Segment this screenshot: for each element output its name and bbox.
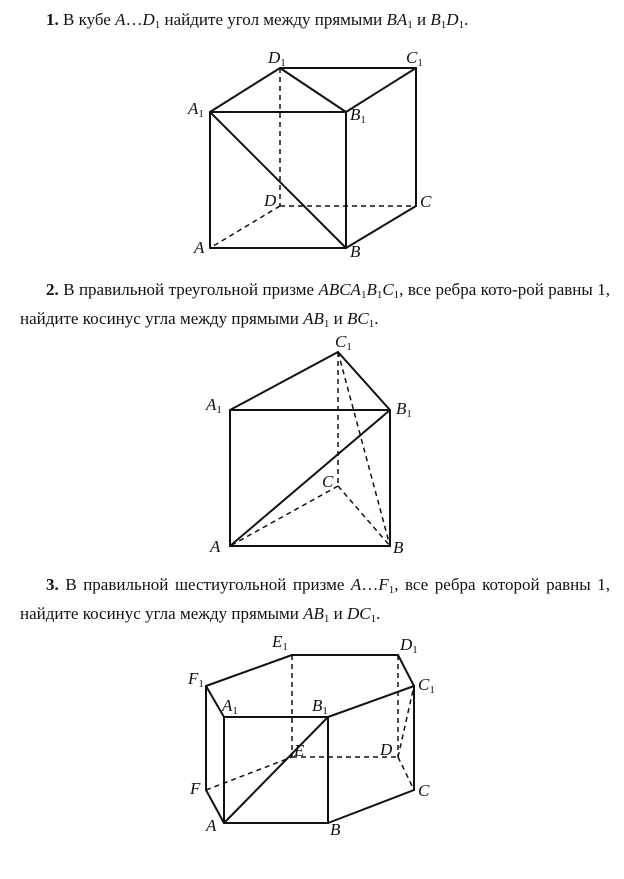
hex-top-edge bbox=[206, 655, 292, 686]
problem-3-vertex: A bbox=[350, 575, 362, 594]
label-B1: B1 bbox=[350, 105, 366, 126]
prism-diagonal-ab1 bbox=[230, 410, 390, 546]
label-C1: C1 bbox=[335, 332, 352, 353]
hex-hidden-diagonal-dc1 bbox=[398, 686, 414, 757]
problem-1-subscript: 1 bbox=[407, 19, 413, 31]
problem-2-prism-name: C bbox=[382, 280, 394, 299]
label-A1: A1 bbox=[188, 99, 204, 120]
problem-2-subscript: 1 bbox=[368, 318, 375, 330]
label-A1: A1 bbox=[206, 395, 222, 416]
problem-3-subscript: 1 bbox=[370, 613, 377, 625]
problem-2-number: 2. bbox=[46, 280, 59, 299]
triangular-prism-figure bbox=[205, 332, 412, 557]
hex-bottom-edge bbox=[328, 790, 414, 823]
label-E1: E1 bbox=[272, 632, 288, 653]
problem-3-subscript: 1 bbox=[323, 613, 330, 625]
problem-1-subscript: 1 bbox=[154, 19, 161, 31]
cube-figure bbox=[187, 48, 432, 261]
cube-edge bbox=[210, 68, 280, 112]
cube-diagonal-b1d1 bbox=[280, 68, 346, 112]
problem-3-text-part: В правильной шестиугольной призме bbox=[65, 575, 351, 594]
problem-1-line-name: BA bbox=[386, 10, 408, 29]
problem-2-subscript: 1 bbox=[376, 289, 383, 301]
problem-2-line-name: AB bbox=[303, 309, 324, 328]
problem-1-vertex: D bbox=[142, 10, 155, 29]
hexagonal-prism-figure bbox=[187, 632, 435, 839]
label-C: C bbox=[420, 192, 432, 211]
label-B1: B1 bbox=[312, 696, 328, 717]
label-C1: C1 bbox=[418, 675, 435, 696]
label-F: F bbox=[190, 779, 201, 798]
problem-3-text-part: . bbox=[376, 604, 381, 623]
problem-1-number: 1. bbox=[46, 10, 59, 29]
problem-2-line-name: BC bbox=[347, 309, 369, 328]
cube-hidden-edge bbox=[210, 206, 280, 248]
hex-top-edge bbox=[398, 655, 414, 686]
label-C1: C1 bbox=[406, 48, 423, 69]
problem-2-text-part: В правильной треугольной призме bbox=[63, 280, 319, 299]
label-B1: B1 bbox=[396, 399, 412, 420]
problem-1-ellipsis: … bbox=[125, 10, 143, 29]
label-A1: A1 bbox=[222, 696, 238, 717]
cube-diagonal-ba1 bbox=[210, 112, 346, 248]
prism-hidden-edge bbox=[230, 486, 338, 546]
problem-2-prism-name: B bbox=[366, 280, 377, 299]
hex-diagonal-ab1 bbox=[224, 717, 328, 823]
label-E: E bbox=[294, 741, 305, 760]
problem-3-ellipsis: … bbox=[361, 575, 379, 594]
problem-2-subscript: 1 bbox=[393, 289, 400, 301]
problem-1-text-part: В кубе bbox=[63, 10, 116, 29]
problem-1-text-part: и bbox=[412, 10, 431, 29]
problem-1-line-name: D bbox=[446, 10, 459, 29]
problem-2-text-part: , все ребра кото-рой равны 1, найдите косинус угла между прямыми bbox=[20, 280, 611, 328]
problem-1-subscript: 1 bbox=[440, 19, 447, 31]
label-D: D bbox=[380, 740, 393, 759]
label-C: C bbox=[322, 472, 334, 491]
label-C: C bbox=[418, 781, 430, 800]
label-A: A bbox=[194, 238, 205, 257]
label-B: B bbox=[393, 538, 404, 557]
problem-3-subscript: 1 bbox=[388, 584, 395, 596]
problem-1-text-part: найдите угол между прямыми bbox=[160, 10, 387, 29]
label-A: A bbox=[210, 537, 221, 556]
hex-hidden-edge bbox=[398, 757, 414, 790]
label-B: B bbox=[330, 820, 341, 839]
label-B: B bbox=[350, 242, 361, 261]
problem-2-subscript: 1 bbox=[323, 318, 330, 330]
prism-edge bbox=[230, 352, 338, 410]
label-F1: F1 bbox=[188, 669, 204, 690]
problem-2-text-part: и bbox=[329, 309, 347, 328]
problem-2-text-part: . bbox=[374, 309, 379, 328]
problem-2-subscript: 1 bbox=[360, 289, 367, 301]
hex-top-edge bbox=[328, 686, 414, 717]
problem-3-line-name: DC bbox=[347, 604, 371, 623]
label-D1: D1 bbox=[400, 635, 418, 656]
problem-3-text-part: и bbox=[329, 604, 347, 623]
problem-1-subscript: 1 bbox=[458, 19, 465, 31]
prism-hidden-edge bbox=[338, 486, 390, 546]
hex-hidden-edge bbox=[206, 757, 292, 790]
problem-3-number: 3. bbox=[46, 575, 59, 594]
problem-1-line-name: B bbox=[430, 10, 441, 29]
problem-3-line-name: AB bbox=[303, 604, 324, 623]
problem-1-vertex: A bbox=[115, 10, 126, 29]
problem-3-text-part: , все ребра которой равны 1, найдите косинус угла между прямыми bbox=[20, 575, 610, 623]
label-A: A bbox=[206, 816, 217, 835]
problem-3-vertex: F bbox=[378, 575, 389, 594]
problem-1-text-part: . bbox=[464, 10, 469, 29]
label-D: D bbox=[264, 191, 277, 210]
problem-2-prism-name: ABCA bbox=[318, 280, 361, 299]
label-D1: D1 bbox=[268, 48, 286, 69]
